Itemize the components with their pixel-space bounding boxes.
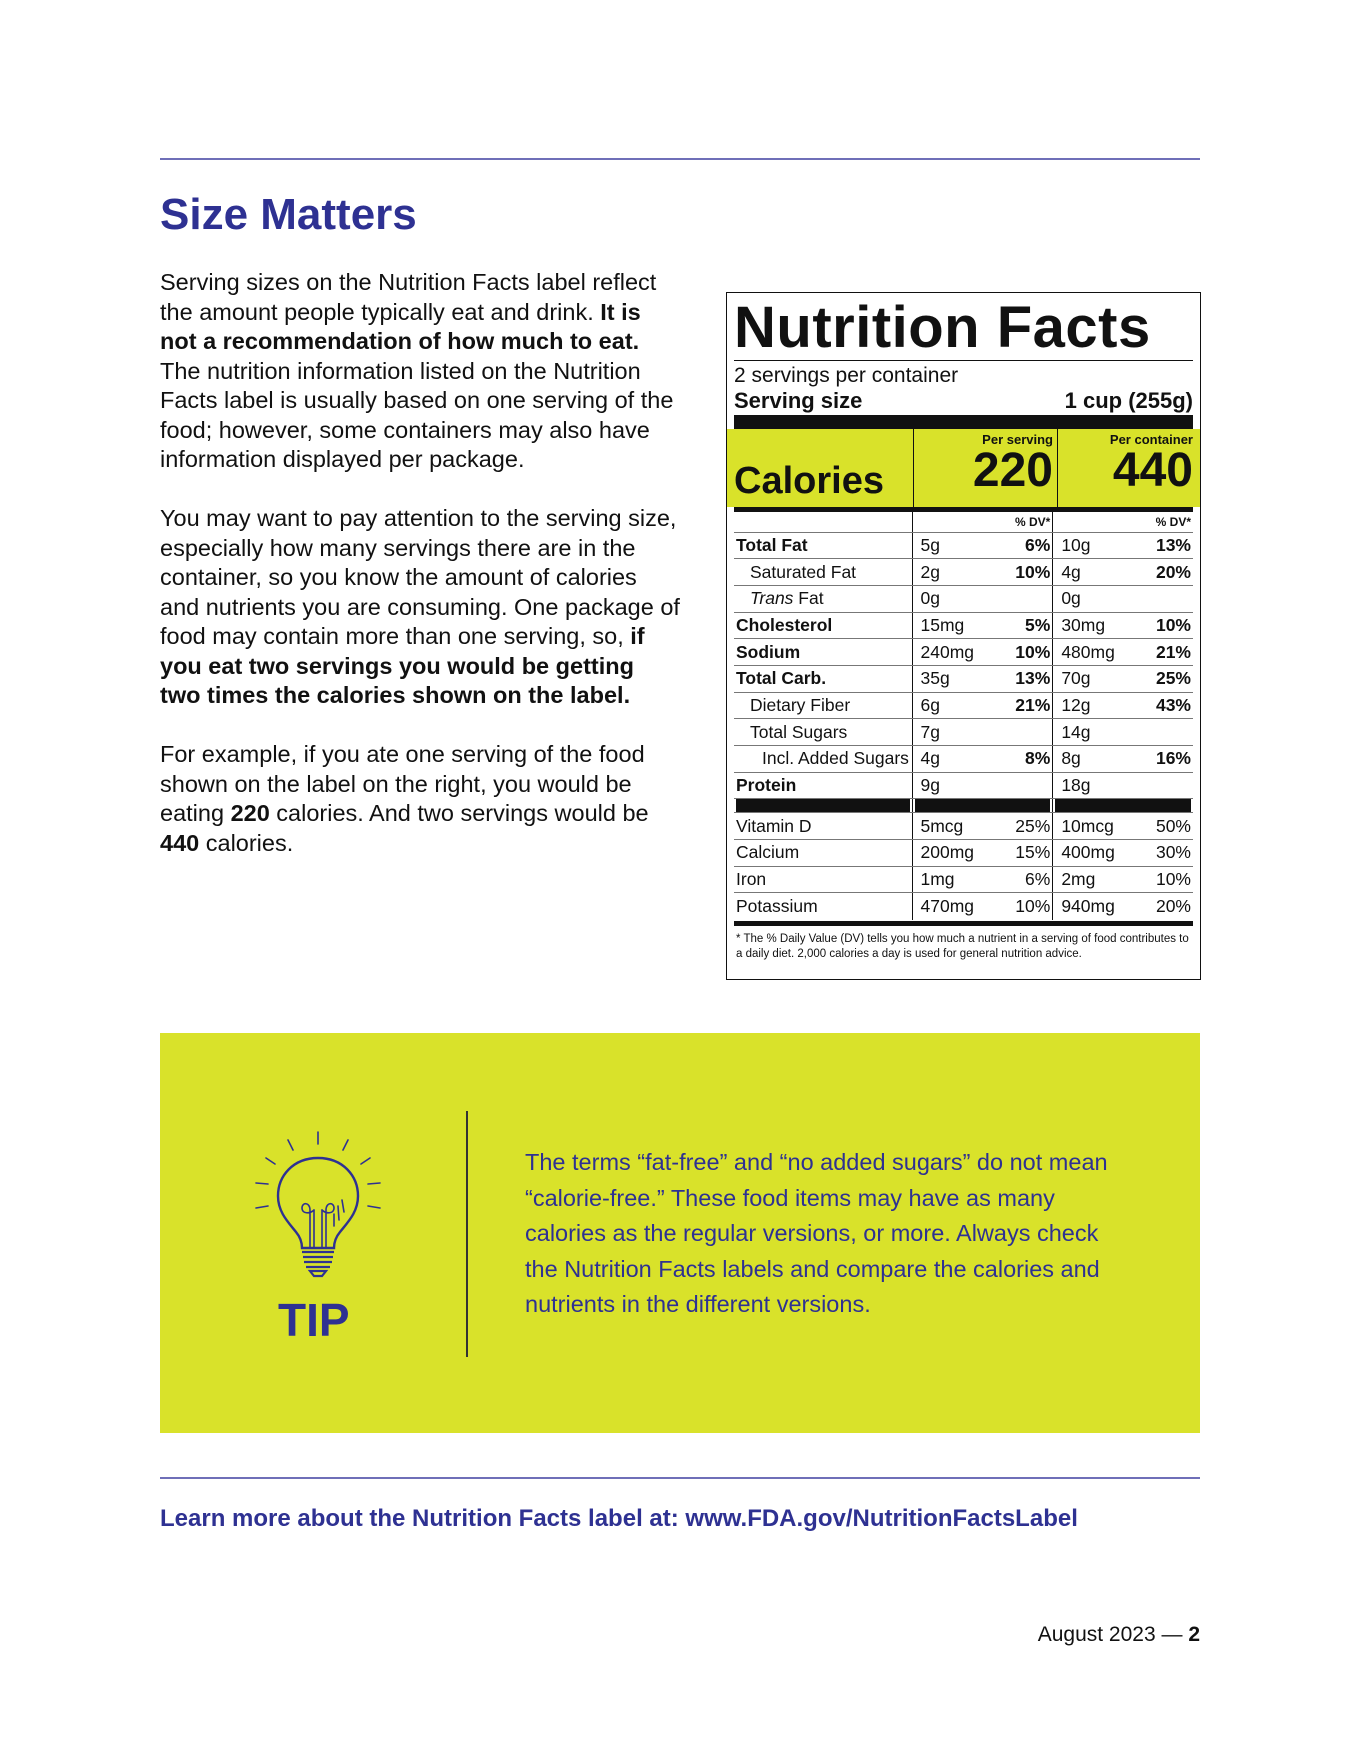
vitamin-separator-row [734,799,1193,813]
intro-p1-text: Serving sizes on the Nutrition Facts label reflect the amount people typically eat and drink. [160,269,657,325]
dv-per-container: 30% [1140,840,1193,867]
nutrient-name: Total Sugars [734,719,912,746]
servings-per-container: 2 servings per container [734,364,959,387]
vitamin-name: Calcium [734,840,912,867]
separator-cell [999,799,1053,813]
nutrient-name: Saturated Fat [734,559,912,586]
intro-paragraph-2 [160,504,680,711]
nutrition-facts-label [726,292,1201,980]
nutrient-row [734,665,1193,692]
dv-per-container: 10% [1140,866,1193,893]
dv-per-serving: 25% [999,813,1053,840]
dv-per-container: 13% [1140,532,1193,559]
dv-header-container: % DV* [1140,512,1193,532]
serving-size-value: 1 cup (255g) [1064,388,1193,413]
dv-per-serving: 10% [1015,896,1051,917]
vitamin-row [734,893,1193,920]
nutrient-row [734,692,1193,719]
dv-per-serving: 6% [999,532,1053,559]
calories-per-container [1057,429,1195,507]
vitamin-name: Iron [734,866,912,893]
vitamin-row [734,866,1193,893]
nutrient-row [734,719,1193,746]
amount-per-container: 480mg [1053,639,1140,666]
nutrient-name [734,585,912,612]
nutrient-row [734,585,1193,612]
dv-per-container [1140,772,1193,799]
vitamin-name: Potassium [736,896,818,917]
calories-container-value: 440 [1112,444,1193,497]
amount-per-serving: 2g [912,559,999,586]
footer-date: August 2023 — [1037,1623,1189,1646]
calories-label: Calories [734,460,884,502]
label-divider [734,360,1193,361]
calories-band [727,429,1200,507]
tip-divider [466,1111,468,1357]
serving-size-label: Serving size [734,388,863,413]
nutrient-row [734,559,1193,586]
separator-cell [1140,799,1193,813]
nutrient-name: Dietary Fiber [734,692,912,719]
amount-per-container: 14g [1053,719,1140,746]
amount-per-serving: 35g [912,665,999,692]
dv-per-serving: 13% [999,665,1053,692]
separator-bar [1055,799,1139,812]
nutrient-row [734,612,1193,639]
dv-header-spacer-3 [1053,512,1140,532]
nutrient-name: Total Carb. [734,665,912,692]
nutrient-name: Sodium [734,639,912,666]
lightbulb-icon [248,1128,388,1288]
amount-per-serving: 4g [912,746,999,773]
amount-per-container: 10mcg [1053,813,1140,840]
nutrient-row [734,532,1193,559]
page-title: Size Matters [160,190,417,239]
intro-p1-bold: It is not a recommendation of how much to eat. [160,298,641,354]
amount-per-serving: 5g [912,532,999,559]
dv-per-container [1140,719,1193,746]
dv-per-serving [999,719,1053,746]
dv-per-serving: 6% [999,866,1053,893]
amount-per-container: 30mg [1053,612,1140,639]
vitamin-row [734,813,1193,840]
intro-p2-bold: if you eat two servings you would be getting two times the calories shown on the label. [160,623,645,708]
dv-header-row [734,512,1193,532]
amount-per-container: 8g [1053,746,1140,773]
vitamin-row [734,840,1193,867]
dv-per-serving: 10% [999,639,1053,666]
amount-per-serving: 0g [912,585,999,612]
amount-per-container: 940mg [1053,893,1140,920]
label-medium-bar-bottom [734,921,1193,926]
tip-box [160,1033,1200,1433]
vitamin-name: Vitamin D [734,813,912,840]
dv-per-serving [999,772,1053,799]
fda-link[interactable]: www.FDA.gov/NutritionFactsLabel [685,1505,1078,1532]
tip-text: The terms “fat-free” and “no added sugars” do not mean “calorie-free.” These food items may have as many calories as the regular versions, or more. Always check the Nutrition Facts labels and compare the calories and nutrients in the different versions. [525,1149,1108,1317]
amount-per-serving: 5mcg [912,813,999,840]
intro-p3-text-2: calories. And two servings would be [269,800,649,826]
dv-per-container: 25% [1140,665,1193,692]
intro-p3-bold-220: 220 [230,800,270,826]
tip-label: TIP [278,1294,350,1346]
amount-per-serving: 200mg [912,840,999,867]
amount-per-container: 70g [1053,665,1140,692]
dv-per-container: 10% [1140,612,1193,639]
intro-text [160,268,680,888]
separator-bar [736,799,910,812]
separator-cell [1053,799,1140,813]
amount-per-container: 400mg [1053,840,1140,867]
dv-per-container: 20% [1140,559,1193,586]
separator-bar [999,799,1051,812]
amount-per-container: 18g [1053,772,1140,799]
amount-per-serving: 7g [912,719,999,746]
intro-p3-text-3: calories. [199,829,294,856]
nutrient-name: Protein [734,772,912,799]
dv-per-container: 43% [1140,692,1193,719]
per-serving-header: Per serving [982,432,1053,447]
nutrient-row [734,746,1193,773]
dv-per-container: 20% [1155,896,1191,917]
dv-per-container: 16% [1140,746,1193,773]
dv-header-spacer-2 [912,512,999,532]
amount-per-container: 2mg [1053,866,1140,893]
amount-per-serving: 6g [912,692,999,719]
label-thick-bar [734,415,1193,429]
separator-bar [1140,799,1191,812]
dv-per-container: 21% [1140,639,1193,666]
dv-per-serving: 5% [999,612,1053,639]
intro-paragraph-1 [160,268,680,475]
amount-per-serving: 15mg [912,612,999,639]
learn-more-prefix: Learn more about the Nutrition Facts label at: [160,1505,686,1532]
amount-per-container: 10g [1053,532,1140,559]
intro-p1-text-2: The nutrition information listed on the Nutrition Facts label is usually based on one serving of the food; however, some containers may also have information displayed per package. [160,357,674,472]
dv-per-container [1140,585,1193,612]
intro-p2-text: You may want to pay attention to the serving size, especially how many servings there are in the container, so you know the amount of calories and nutrients you are consuming. One package of food may contain more than one serving, so, [160,505,680,649]
page-footer [1038,1623,1200,1647]
top-divider [160,158,1200,160]
dv-per-serving: 10% [999,559,1053,586]
nutrient-name-rest: Fat [793,588,824,609]
nutrient-table [734,512,1193,920]
learn-more [160,1505,1078,1533]
dv-per-serving [999,585,1053,612]
nutrient-name-italic: Trans [750,588,794,609]
nutrient-name: Cholesterol [734,612,912,639]
amount-per-container: 12g [1053,692,1140,719]
nutrient-row [734,772,1193,799]
nutrient-name: Total Fat [734,532,912,559]
separator-cell [734,799,912,813]
amount-per-serving: 1mg [912,866,999,893]
dv-header-serving: % DV* [999,512,1053,532]
intro-paragraph-3 [160,740,680,858]
amount-per-serving: 9g [912,772,999,799]
calories-per-serving [913,429,1055,507]
nutrition-facts-title: Nutrition Facts [734,295,1151,360]
dv-per-serving: 8% [999,746,1053,773]
bottom-divider [160,1477,1200,1479]
amount-per-serving: 470mg [912,893,999,920]
intro-p3-bold-440: 440 [160,829,200,856]
separator-cell [912,799,999,813]
dv-per-container: 50% [1140,813,1193,840]
amount-per-container: 4g [1053,559,1140,586]
amount-per-serving: 240mg [912,639,999,666]
intro-p3-text: For example, if you ate one serving of the food shown on the label on the right, you would be eating [160,741,645,826]
serving-size-row [734,389,1193,413]
dv-footnote: * The % Daily Value (DV) tells you how much a nutrient in a serving of food contributes to a daily diet. 2,000 calories a day is used for general nutrition advice. [736,932,1189,960]
nutrient-row [734,639,1193,666]
dv-per-serving: 21% [999,692,1053,719]
amount-per-container: 0g [1053,585,1140,612]
page-number: 2 [1188,1623,1200,1646]
dv-per-serving: 15% [999,840,1053,867]
per-container-header: Per container [1109,432,1193,447]
calories-serving-value: 220 [972,444,1053,497]
separator-bar [915,799,999,812]
nutrient-name: Incl. Added Sugars [734,746,912,773]
dv-header-spacer [734,512,912,532]
